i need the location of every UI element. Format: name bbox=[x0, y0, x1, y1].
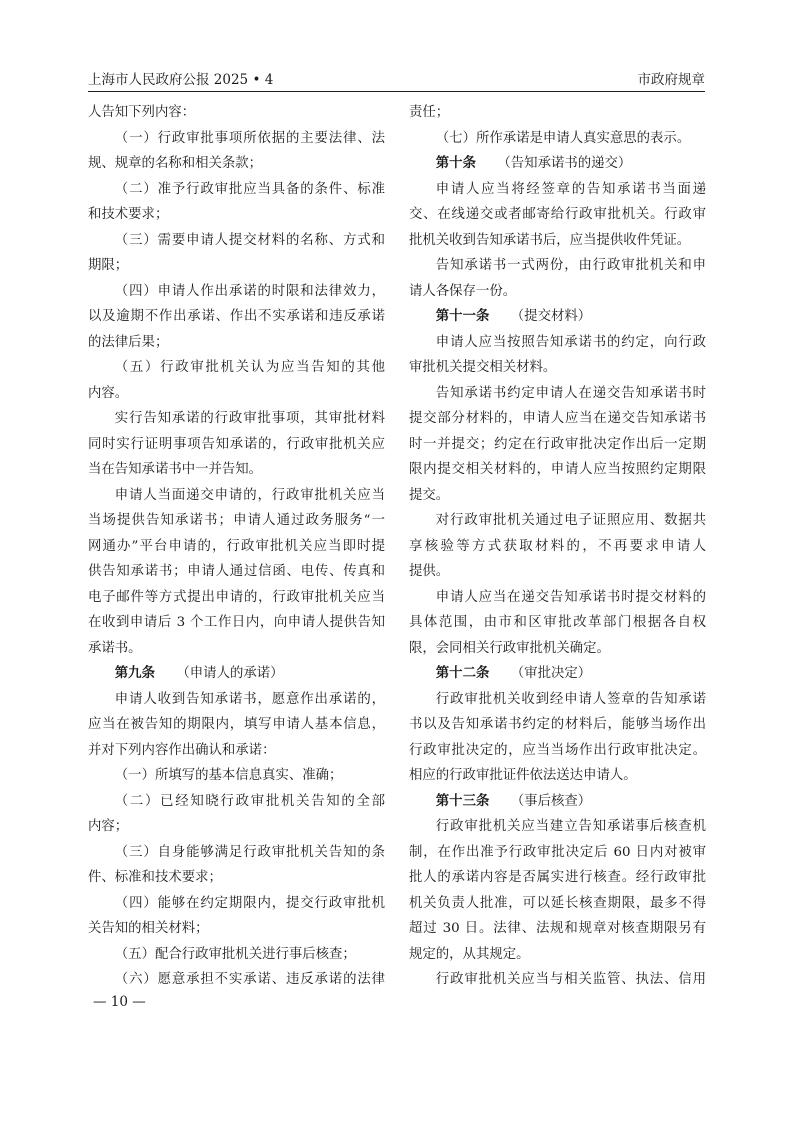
line-text: （审批决定） bbox=[510, 666, 592, 681]
line-text: 行政审批机关应当与相关监管、执法、信用 bbox=[435, 972, 706, 987]
text-line bbox=[88, 253, 385, 279]
line-text: 规定的，从其规定。 bbox=[409, 946, 530, 962]
article-heading bbox=[88, 661, 385, 687]
text-line bbox=[409, 942, 706, 968]
line-text: 对行政审批机关通过电子证照应用、数据共 bbox=[435, 513, 706, 528]
line-text: （二）准予行政审批应当具备的条件、标准 bbox=[114, 181, 385, 197]
text-line bbox=[88, 355, 385, 381]
text-line bbox=[409, 279, 706, 305]
text-line bbox=[409, 534, 706, 560]
line-text: （四）申请人作出承诺的时限和法律效力， bbox=[114, 283, 385, 299]
text-line bbox=[409, 636, 706, 662]
text-line bbox=[88, 534, 385, 560]
line-text: 书以及告知承诺书约定的材料后，能够当场作出 bbox=[409, 717, 706, 732]
line-text: 实行告知承诺的行政审批事项，其审批材料 bbox=[114, 411, 385, 426]
text-line bbox=[409, 916, 706, 942]
line-text: 当场提供告知承诺书；申请人通过政务服务“一 bbox=[88, 513, 385, 528]
text-line bbox=[88, 814, 385, 840]
line-text: （三）自身能够满足行政审批机关告知的条 bbox=[114, 844, 385, 860]
line-text: 批机关收到告知承诺书后，应当提供收件凭证。 bbox=[409, 232, 691, 248]
text-line bbox=[409, 432, 706, 458]
text-line bbox=[409, 559, 706, 585]
line-text: 提供。 bbox=[409, 564, 450, 579]
paragraph bbox=[409, 687, 706, 789]
line-text: 制，在作出准予行政审批决定后 60 日内对被审 bbox=[409, 844, 706, 860]
text-line bbox=[88, 304, 385, 330]
paragraph bbox=[409, 100, 706, 126]
line-text: 批人的承诺内容是否属实进行核查。经行政审批 bbox=[409, 870, 706, 885]
line-text: 在收到申请后 3 个工作日内，向申请人提供告知 bbox=[88, 615, 385, 630]
line-text: 享核验等方式获取材料的，不再要求申请人 bbox=[409, 538, 706, 554]
line-text: 行政审批决定的，应当当场作出行政审批决定。 bbox=[409, 742, 706, 758]
line-text: （七）所作承诺是申请人真实意思的表示。 bbox=[435, 130, 691, 146]
text-line bbox=[88, 202, 385, 228]
line-text: 内容。 bbox=[88, 385, 129, 401]
paragraph bbox=[409, 585, 706, 662]
article-number: 第十一条 bbox=[435, 308, 490, 324]
text-line bbox=[88, 483, 385, 509]
line-text: 限内提交相关材料的，申请人应当按照约定期限 bbox=[409, 462, 706, 477]
text-line bbox=[88, 763, 385, 789]
article-heading bbox=[409, 151, 706, 177]
paragraph bbox=[409, 508, 706, 585]
line-text: 期限； bbox=[88, 258, 129, 273]
line-text: 审批机关提交相关材料。 bbox=[409, 360, 557, 375]
line-text: 申请人应当按照告知承诺书的约定，向行政 bbox=[435, 334, 706, 350]
text-line bbox=[88, 610, 385, 636]
line-text: 责任； bbox=[409, 105, 450, 120]
text-line bbox=[409, 712, 706, 738]
text-line bbox=[409, 100, 706, 126]
line-text: 和技术要求； bbox=[88, 207, 169, 222]
text-line bbox=[409, 151, 706, 177]
journal-title: 上海市人民政府公报 2025 • 4 bbox=[88, 72, 274, 88]
paragraph bbox=[409, 967, 706, 993]
text-line bbox=[409, 865, 706, 891]
line-text: 机关负责人批准，可以延长核查期限，最多不得 bbox=[409, 895, 706, 911]
line-text: （告知承诺书的递交） bbox=[497, 156, 632, 171]
line-text: 申请人当面递交申请的，行政审批机关应当 bbox=[114, 487, 385, 503]
line-text: 同时实行证明事项告知承诺的，行政审批机关应 bbox=[88, 436, 385, 452]
line-text: 限，会同相关行政审批机关确定。 bbox=[409, 640, 610, 656]
text-line bbox=[88, 177, 385, 203]
line-text: 具体范围，由市和区审批改革部门根据各自权 bbox=[409, 615, 706, 630]
right-column bbox=[409, 100, 706, 993]
line-text: （一）行政审批事项所依据的主要法律、法 bbox=[114, 130, 385, 146]
text-line bbox=[409, 585, 706, 611]
text-line bbox=[88, 891, 385, 917]
paragraph bbox=[409, 253, 706, 304]
line-text: （三）需要申请人提交材料的名称、方式和 bbox=[114, 232, 385, 248]
paragraph bbox=[88, 967, 385, 993]
text-line bbox=[88, 738, 385, 764]
line-text: 行政审批机关应当建立告知承诺事后核查机 bbox=[435, 819, 706, 834]
paragraph bbox=[409, 177, 706, 254]
paragraph bbox=[88, 177, 385, 228]
text-line bbox=[409, 381, 706, 407]
page-number: — 10 — bbox=[93, 994, 146, 1010]
line-text: （二）已经知晓行政审批机关告知的全部 bbox=[114, 793, 385, 809]
text-line bbox=[409, 228, 706, 254]
text-line bbox=[88, 330, 385, 356]
line-text: 交、在线递交或者邮寄给行政审批机关。行政审 bbox=[409, 207, 706, 222]
line-text: （五）配合行政审批机关进行事后核查； bbox=[114, 946, 356, 962]
article-number: 第十二条 bbox=[435, 665, 490, 681]
text-line bbox=[409, 355, 706, 381]
text-line bbox=[409, 891, 706, 917]
paragraph bbox=[88, 279, 385, 356]
text-line bbox=[88, 712, 385, 738]
text-line bbox=[409, 738, 706, 764]
line-text: 当在告知承诺书中一并告知。 bbox=[88, 462, 263, 477]
line-text: （申请人的承诺） bbox=[176, 666, 284, 681]
text-line bbox=[409, 406, 706, 432]
text-line bbox=[88, 636, 385, 662]
paragraph bbox=[88, 840, 385, 891]
text-line bbox=[88, 151, 385, 177]
text-line bbox=[88, 916, 385, 942]
text-line bbox=[88, 865, 385, 891]
line-text: 关告知的相关材料； bbox=[88, 921, 209, 936]
text-line bbox=[88, 279, 385, 305]
text-line bbox=[409, 457, 706, 483]
text-line bbox=[88, 228, 385, 254]
text-line bbox=[88, 661, 385, 687]
text-line bbox=[409, 330, 706, 356]
text-line bbox=[88, 789, 385, 815]
paragraph bbox=[88, 355, 385, 406]
line-text: 行政审批机关收到经申请人签章的告知承诺 bbox=[435, 691, 706, 707]
paragraph bbox=[409, 381, 706, 509]
header-rule bbox=[88, 91, 705, 92]
line-text: 并对下列内容作出确认和承诺： bbox=[88, 742, 276, 758]
paragraph bbox=[88, 126, 385, 177]
paragraph bbox=[88, 763, 385, 789]
paragraph bbox=[88, 789, 385, 840]
text-line bbox=[88, 840, 385, 866]
text-line bbox=[88, 508, 385, 534]
line-text: 相应的行政审批证件依法送达申请人。 bbox=[409, 768, 637, 783]
text-line bbox=[409, 967, 706, 993]
line-text: 请人各保存一份。 bbox=[409, 283, 517, 299]
line-text: 电子邮件等方式提出申请的，行政审批机关应当 bbox=[88, 589, 385, 605]
line-text: 提交部分材料的，申请人应当在递交告知承诺书 bbox=[409, 411, 706, 426]
text-line bbox=[88, 406, 385, 432]
line-text: （事后核查） bbox=[510, 793, 592, 809]
line-text: 提交。 bbox=[409, 487, 450, 503]
text-line bbox=[409, 661, 706, 687]
text-line bbox=[88, 126, 385, 152]
text-line bbox=[409, 840, 706, 866]
line-text: 供告知承诺书；申请人通过信函、电传、传真和 bbox=[88, 564, 385, 579]
line-text: 规、规章的名称和相关条款； bbox=[88, 156, 263, 171]
text-line bbox=[409, 763, 706, 789]
line-text: 超过 30 日。法律、法规和规章对核查期限另有 bbox=[409, 921, 706, 936]
text-line bbox=[88, 432, 385, 458]
paragraph bbox=[409, 330, 706, 381]
text-line bbox=[409, 687, 706, 713]
text-line bbox=[409, 126, 706, 152]
line-text: 网通办”平台申请的，行政审批机关应当即时提 bbox=[88, 538, 385, 554]
paragraph bbox=[88, 483, 385, 662]
line-text: （五）行政审批机关认为应当告知的其他 bbox=[114, 360, 385, 375]
line-text: 承诺书。 bbox=[88, 640, 142, 656]
paragraph bbox=[88, 406, 385, 483]
line-text: 申请人应当在递交告知承诺书时提交材料的 bbox=[435, 589, 706, 605]
line-text: （提交材料） bbox=[510, 309, 592, 324]
article-number: 第九条 bbox=[114, 665, 155, 681]
line-text: 人告知下列内容： bbox=[88, 105, 196, 120]
line-text: 以及逾期不作出承诺、作出不实承诺和违反承诺 bbox=[88, 309, 385, 324]
text-line bbox=[409, 483, 706, 509]
article-number: 第十条 bbox=[435, 155, 476, 171]
text-line bbox=[409, 202, 706, 228]
article-heading bbox=[409, 789, 706, 815]
text-line bbox=[88, 942, 385, 968]
line-text: （一）所填写的基本信息真实、准确； bbox=[114, 768, 343, 783]
text-line bbox=[409, 814, 706, 840]
text-line bbox=[88, 687, 385, 713]
article-number: 第十三条 bbox=[435, 792, 490, 809]
line-text: 的法律后果； bbox=[88, 334, 169, 350]
article-heading bbox=[409, 304, 706, 330]
text-line bbox=[88, 559, 385, 585]
section-title: 市政府规章 bbox=[637, 72, 705, 88]
text-line bbox=[88, 381, 385, 407]
text-line bbox=[409, 304, 706, 330]
line-text: 时一并提交；约定在行政审批决定作出后一定期 bbox=[409, 436, 706, 452]
text-line bbox=[88, 967, 385, 993]
paragraph bbox=[88, 687, 385, 764]
paragraph bbox=[88, 942, 385, 968]
text-line bbox=[88, 457, 385, 483]
line-text: （四）能够在约定期限内，提交行政审批机 bbox=[114, 895, 385, 911]
text-line bbox=[409, 253, 706, 279]
paragraph bbox=[88, 100, 385, 126]
text-line bbox=[88, 585, 385, 611]
left-column bbox=[88, 100, 385, 993]
line-text: 应当在被告知的期限内，填写申请人基本信息， bbox=[88, 717, 385, 732]
line-text: 告知承诺书约定申请人在递交告知承诺书时 bbox=[435, 385, 706, 401]
paragraph bbox=[88, 891, 385, 942]
paragraph bbox=[88, 228, 385, 279]
line-text: 告知承诺书一式两份，由行政审批机关和申 bbox=[435, 258, 706, 273]
line-text: 件、标准和技术要求； bbox=[88, 870, 222, 885]
line-text: （六）愿意承担不实承诺、违反承诺的法律 bbox=[114, 972, 385, 987]
text-line bbox=[88, 100, 385, 126]
line-text: 内容； bbox=[88, 819, 129, 834]
line-text: 申请人收到告知承诺书，愿意作出承诺的， bbox=[114, 691, 385, 707]
paragraph bbox=[409, 126, 706, 152]
paragraph bbox=[409, 814, 706, 967]
article-heading bbox=[409, 661, 706, 687]
text-line bbox=[409, 177, 706, 203]
text-line bbox=[409, 789, 706, 815]
line-text: 申请人应当将经签章的告知承诺书当面递 bbox=[435, 181, 706, 197]
text-line bbox=[409, 610, 706, 636]
text-line bbox=[409, 508, 706, 534]
